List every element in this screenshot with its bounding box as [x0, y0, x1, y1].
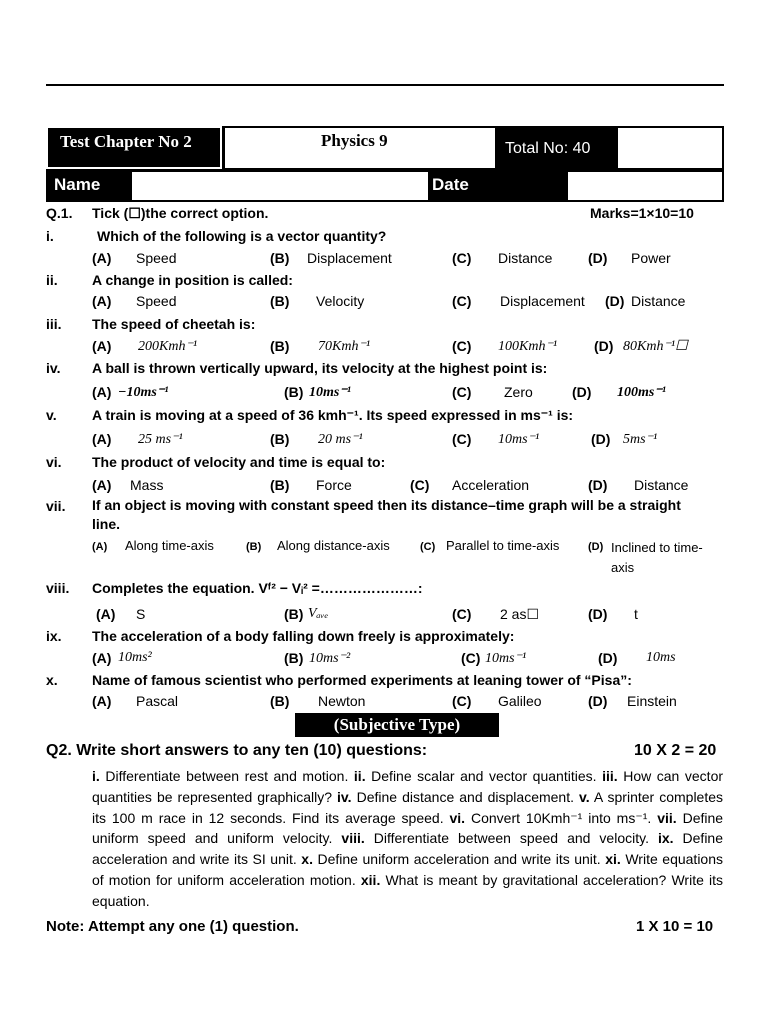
mcq-option-text: Parallel to time-axis — [446, 538, 560, 553]
date-label-cell — [430, 170, 566, 202]
mcq-option-text: Velocity — [316, 293, 365, 309]
mcq-number: i. — [46, 228, 54, 244]
part-number: i. — [92, 768, 100, 784]
mcq-option-text: Along distance-axis — [277, 538, 390, 553]
mcq-question: A change in position is called: — [92, 272, 293, 288]
part-number: ix. — [657, 830, 674, 847]
mcq-option-text: 10ms⁻¹ — [498, 432, 540, 447]
mcq-option: (B) — [270, 293, 290, 309]
mcq-option: (D) — [572, 384, 592, 400]
mcq-option: (B) — [270, 338, 290, 354]
subject-label: Physics 9 — [321, 131, 388, 150]
mcq-option-text: 10ms⁻¹ — [309, 385, 351, 400]
total-blank-cell — [617, 127, 723, 169]
mcq-number: ii. — [46, 272, 58, 288]
mcq-option: (D) — [594, 338, 614, 354]
mcq-option-text: 80Kmh⁻¹☐ — [623, 339, 688, 354]
mcq-option-text: Galileo — [498, 693, 542, 709]
part-text: Define distance and displacement. — [356, 788, 574, 805]
mcq-question: Which of the following is a vector quantity? — [97, 228, 387, 244]
mcq-option-text: Distance — [634, 477, 689, 493]
mcq-option: (A) — [92, 250, 112, 266]
mcq-question: The product of velocity and time is equal to: — [92, 454, 386, 470]
mcq-option-text: Distance — [631, 293, 686, 309]
part-number: ii. — [353, 768, 366, 784]
total-cell — [497, 127, 615, 169]
mcq-number: viii. — [46, 580, 70, 596]
mcq-option: (C) — [420, 541, 436, 553]
part-text: How can vector quantities be represented graphically? — [92, 768, 724, 805]
mcq-option-text: Mass — [130, 477, 164, 493]
part-text: Differentiate between speed and velocity. — [373, 830, 649, 847]
mcq-option: (C) — [452, 338, 472, 354]
mcq-number: vi. — [46, 454, 62, 470]
mcq-option: (D) — [591, 431, 611, 447]
part-text: A sprinter completes its 100 m race in 12 seconds. Find its average speed. — [92, 788, 724, 826]
part-text: Write equations of motion for uniform acceleration motion. — [92, 851, 723, 888]
mcq-option-text: Acceleration — [452, 477, 530, 493]
mcq-option: (C) — [461, 650, 481, 666]
mcq-option: (A) — [92, 650, 112, 666]
mcq-question: A ball is thrown vertically upward, its velocity at the highest point is: — [92, 360, 548, 376]
mcq-option-text: Speed — [136, 250, 177, 266]
mcq-option: (C) — [410, 477, 430, 493]
date-label: Date — [432, 175, 469, 194]
part-number: xii. — [360, 871, 381, 888]
mcq-option-text: 10ms — [646, 650, 676, 665]
mcq-option: (C) — [452, 431, 472, 447]
name-label-cell — [46, 170, 130, 202]
q1-instruction: Tick (☐)the correct option. — [92, 205, 269, 221]
mcq-question: Completes the equation. Vᶠ² − Vᵢ² =…………………: — [92, 580, 423, 596]
part-text: Define scalar and vector quantities. — [371, 768, 597, 784]
part-text: Differentiate between rest and motion. — [105, 768, 349, 784]
mcq-option-text: Zero — [504, 384, 533, 400]
subjective-type-title: (Subjective Type) — [333, 715, 461, 734]
mcq-option-text: 5ms⁻¹ — [623, 432, 658, 447]
mcq-option: (C) — [452, 606, 472, 622]
mcq-option-text: 10ms² — [118, 650, 152, 665]
q2-questions — [92, 766, 723, 912]
mcq-option-text: Along time-axis — [125, 538, 214, 553]
mcq-option: (A) — [92, 384, 112, 400]
mcq-number: v. — [46, 407, 57, 423]
mcq-option-text: Einstein — [627, 693, 677, 709]
mcq-option: (B) — [284, 650, 304, 666]
mcq-option: (A) — [92, 431, 112, 447]
mcq-number: iii. — [46, 316, 62, 332]
mcq-question: Name of famous scientist who performed experiments at leaning tower of “Pisa”: — [92, 672, 632, 688]
part-text: Define uniform speed and uniform velocity. — [92, 809, 724, 847]
mcq-option-text: t — [634, 606, 638, 622]
mcq-option: (A) — [92, 293, 112, 309]
q2-marks: 10 X 2 = 20 — [634, 742, 717, 759]
mcq-option-text: Power — [631, 250, 671, 266]
mcq-option: (A) — [92, 477, 112, 493]
mcq-option: (D) — [588, 693, 608, 709]
mcq-option-text: Newton — [318, 693, 366, 709]
test-chapter-cell — [46, 126, 222, 169]
mcq-option-text: 10ms⁻² — [309, 651, 351, 666]
part-number: v. — [579, 788, 590, 805]
name-label: Name — [54, 175, 101, 194]
mcq-number: ix. — [46, 628, 62, 644]
mcq-option: (C) — [452, 384, 472, 400]
mcq-option-text: Inclined to time-axis — [611, 540, 703, 575]
mcq-option-text: 70Kmh⁻¹ — [318, 339, 371, 354]
mcq-question: The acceleration of a body falling down freely is approximately: — [92, 628, 515, 644]
mcq-option-text: Pascal — [136, 693, 179, 709]
total-label: Total No: 40 — [505, 140, 591, 157]
mcq-option: (C) — [452, 693, 472, 709]
mcq-option-text: 100ms⁻¹ — [617, 385, 666, 400]
mcq-option: (A) — [96, 606, 116, 622]
mcq-option-text: −10ms⁻¹ — [118, 385, 169, 400]
q2-heading: Q2. Write short answers to any ten (10) questions: — [46, 742, 428, 759]
mcq-option-text: Displacement — [307, 250, 392, 266]
mcq-question: The speed of cheetah is: — [92, 316, 256, 332]
part-text: Define acceleration and write its SI unit. — [92, 830, 723, 868]
top-rule — [46, 84, 724, 86]
part-number: x. — [301, 851, 313, 868]
mcq-question: If an object is moving with constant speed then its distance–time graph will be a straight line. — [92, 497, 681, 532]
mcq-option: (B) — [270, 250, 290, 266]
mcq-option: (A) — [92, 693, 112, 709]
mcq-option: (B) — [270, 477, 290, 493]
mcq-option: (C) — [452, 293, 472, 309]
mcq-option-text: 25 ms⁻¹ — [138, 432, 183, 447]
mcq-option: (B) — [284, 384, 304, 400]
q1-number: Q.1. — [46, 205, 73, 221]
part-text: Define uniform acceleration and write its unit. — [317, 851, 601, 868]
mcq-option: (A) — [92, 338, 112, 354]
subject-cell — [224, 127, 496, 169]
mcq-option: (D) — [588, 606, 608, 622]
mcq-option-text: 10ms⁻¹ — [485, 651, 527, 666]
part-number: iii. — [602, 768, 618, 784]
mcq-option-text: Vₐᵥₑ — [308, 606, 329, 621]
part-number: vii. — [657, 809, 677, 826]
mcq-option-text: Force — [316, 477, 352, 493]
mcq-option-text: 2 as☐ — [500, 606, 540, 622]
mcq-option: (D) — [588, 250, 608, 266]
subjective-type-banner — [295, 713, 499, 737]
note-text: Note: Attempt any one (1) question. — [46, 918, 299, 935]
mcq-option: (B) — [270, 431, 290, 447]
mcq-option-text: Speed — [136, 293, 177, 309]
part-text: What is meant by gravitational acceleration? Write its equation. — [92, 871, 723, 909]
mcq-number: x. — [46, 672, 58, 688]
test-chapter-label: Test Chapter No 2 — [60, 132, 192, 151]
part-number: viii. — [341, 830, 365, 847]
part-number: iv. — [337, 788, 352, 805]
mcq-option: (D) — [605, 293, 625, 309]
mcq-option: (B) — [246, 541, 262, 553]
mcq-option: (C) — [452, 250, 472, 266]
part-number: xi. — [605, 851, 621, 868]
mcq-option: (A) — [92, 541, 108, 553]
mcq-option-text: 100Kmh⁻¹ — [498, 339, 558, 354]
mcq-option: (D) — [598, 650, 618, 666]
mcq-option: (D) — [588, 477, 608, 493]
mcq-option-text: S — [136, 606, 146, 622]
part-text: Convert 10Kmh⁻¹ into ms⁻¹. — [470, 809, 652, 826]
part-number: vi. — [449, 809, 466, 826]
mcq-option-text: Displacement — [500, 293, 585, 309]
mcq-option: (B) — [270, 693, 290, 709]
mcq-number: vii. — [46, 498, 66, 514]
mcq-option-text: 200Kmh⁻¹ — [138, 339, 198, 354]
q1-marks: Marks=1×10=10 — [590, 205, 694, 221]
mcq-option: (D) — [588, 541, 604, 553]
note-marks: 1 X 10 = 10 — [636, 918, 714, 935]
mcq-option-text: Distance — [498, 250, 553, 266]
name-field[interactable] — [131, 171, 429, 201]
mcq-option-text: 20 ms⁻¹ — [318, 432, 363, 447]
mcq-question: A train is moving at a speed of 36 kmh⁻¹. Its speed expressed in ms⁻¹ is: — [92, 407, 574, 423]
mcq-option: (B) — [284, 606, 304, 622]
mcq-number: iv. — [46, 360, 61, 376]
date-field[interactable] — [567, 171, 723, 201]
